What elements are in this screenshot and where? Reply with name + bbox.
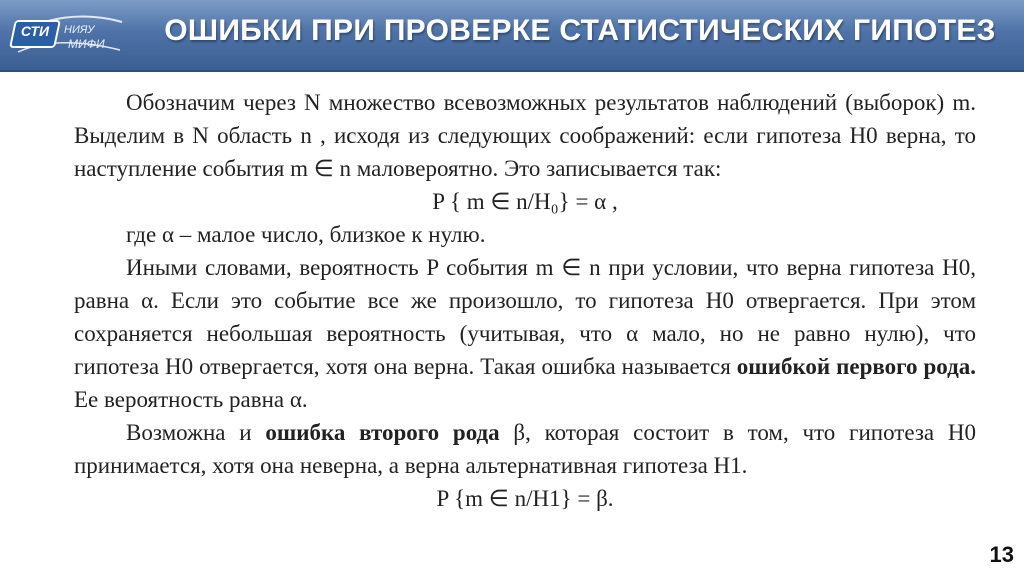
institute-logo [8, 8, 128, 60]
type2-text: β, которая состоит в том, что гипотеза H0 принимается, хотя она неверна, а верна альтернативная гипотеза H1. [74, 420, 976, 478]
type1-prob: Ее вероятность равна α. [74, 387, 308, 412]
logo-abbr: СТИ [20, 23, 50, 39]
formula-type2: P {m ∈ n/H1} = β. [436, 486, 614, 511]
slide-body [74, 86, 976, 515]
type2-intro: Возможна и [126, 420, 266, 445]
paragraph-type1-error [74, 251, 976, 416]
paragraph-definition: Обозначим через N множество всевозможных результатов наблюдений (выборок) m. Выделим в N область n , исходя из следующих соображений: если гипотеза H0 верна, то наступление события m ∈ n маловероятно. Это записывается так: [74, 90, 976, 181]
page-number: 13 [989, 542, 1014, 567]
formula-type1: P { m ∈ n/H₀} = α , [432, 189, 618, 214]
logo-line1: НИЯУ [64, 24, 95, 36]
paragraph-alpha-note: где α – малое число, близкое к нулю. [126, 222, 486, 247]
type1-term: ошибкой первого рода. [736, 354, 976, 379]
logo-line2: МИФИ [68, 37, 105, 51]
title-bar [0, 0, 1024, 72]
type2-term: ошибка второго рода [265, 420, 500, 445]
slide-title: ОШИБКИ ПРИ ПРОВЕРКЕ СТАТИСТИЧЕСКИХ ГИПОТЕЗ [164, 14, 996, 47]
paragraph-type2-error [74, 416, 976, 482]
type1-text: Иными словами, вероятность P события m ∈ n при условии, что верна гипотеза H0, равна α. Если это событие все же произошло, то гипотеза H0 отвергается. При этом сохраняется небольшая вероятность (учитывая, что α мало, но не равно нулю), что гипотеза H0 отвергается, хотя она верна. Такая ошибка называется [74, 255, 976, 379]
